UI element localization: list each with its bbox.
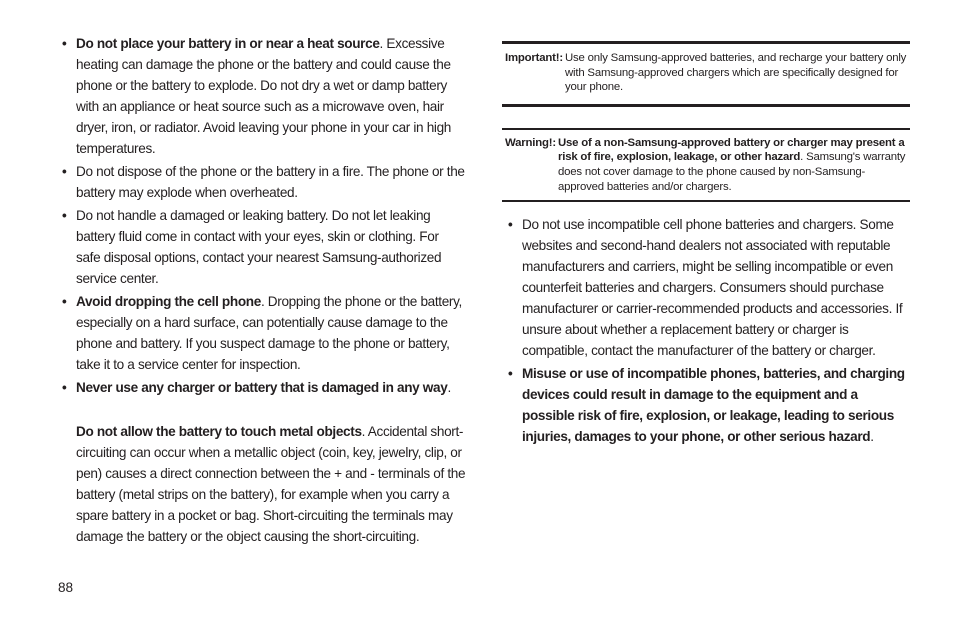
right-bullet-list — [502, 214, 910, 447]
list-item-misuse — [508, 363, 910, 447]
divider — [502, 41, 910, 44]
bullet-heading: Never use any charger or battery that is damaged in any way — [76, 380, 448, 395]
list-item-fire-disposal — [62, 161, 466, 203]
important-note — [502, 51, 910, 95]
bullet-text: . Dropping the phone or the battery, especially on a hard surface, can potentially cause damage to the phone and battery. If you suspect damage to the phone or battery, take it to a service center for inspection. — [76, 294, 462, 372]
warning-label: Warning!: — [505, 136, 556, 149]
bullet-text: . — [447, 380, 451, 395]
bullet-text: Do not handle a damaged or leaking battery. Do not let leaking battery fluid come in contact with your eyes, skin or clothing. For safe disposal options, contact your nearest Samsung-authorized service center. — [76, 208, 442, 286]
right-column — [502, 41, 910, 449]
list-item-heat-source — [62, 33, 466, 159]
divider — [502, 128, 910, 130]
bullet-text: Do not use incompatible cell phone batteries and chargers. Some websites and second-hand dealers not associated with reputable manufacturers and carriers, might be selling incompatible or even counterfeit batteries and chargers. Consumers should purchase manufacturer or carrier-recommended products and accessories. If unsure about whether a replacement battery or charger is compatible, contact the manufacturer of the battery or charger. — [522, 217, 903, 359]
warning-text: . Samsung's warranty does not cover damage to the phone caused by non-Samsung-approved batteries and/or chargers. — [558, 151, 906, 193]
list-item-damaged-charger — [62, 377, 466, 398]
bullet-heading: Do not place your battery in or near a heat source — [76, 36, 380, 51]
paragraph-heading: Do not allow the battery to touch metal objects — [76, 424, 362, 439]
list-item-incompatible — [508, 214, 910, 361]
divider — [502, 200, 910, 202]
warning-heading: Use of a non-Samsung-approved battery or charger may present a risk of fire, explosion, leakage, or other hazard — [558, 136, 905, 164]
bullet-heading: Avoid dropping the cell phone — [76, 294, 261, 309]
page-number: 88 — [58, 580, 74, 595]
paragraph-text: . Accidental short-circuiting can occur when a metallic object (coin, key, jewelry, clip, or pen) causes a direct connection between the + and - terminals of the battery (metal strips on the battery), for example when you carry a spare battery in a pocket or bag. Short-circuiting the terminals may damage the battery or the object causing the short-circuiting. — [76, 424, 466, 544]
bullet-text: . Excessive heating can damage the phone or the battery and could cause the phone or the battery to explode. Do not dry a wet or damp battery with an appliance or heat source such as a microwave oven, hair dryer, iron, or radiator. Avoid leaving your phone in your car in high temperatures. — [76, 36, 451, 156]
important-label: Important!: — [505, 52, 563, 64]
bullet-text: Do not dispose of the phone or the battery in a fire. The phone or the battery may explode when overheated. — [76, 164, 465, 200]
left-column — [62, 33, 466, 547]
list-item-dropping — [62, 291, 466, 375]
paragraph-metal-objects — [62, 421, 466, 547]
important-text: Use only Samsung-approved batteries, and recharge your battery only with Samsung-approved chargers which are specifically designed for your phone. — [565, 52, 907, 94]
warning-note — [502, 136, 910, 194]
bullet-heading: Misuse or use of incompatible phones, batteries, and charging devices could result in damage to the equipment and a possible risk of fire, explosion, or leakage, leading to serious injuries, damages to your phone, or other serious hazard — [522, 366, 905, 445]
bullet-text: . — [870, 429, 874, 445]
list-item-leaking-battery — [62, 205, 466, 289]
